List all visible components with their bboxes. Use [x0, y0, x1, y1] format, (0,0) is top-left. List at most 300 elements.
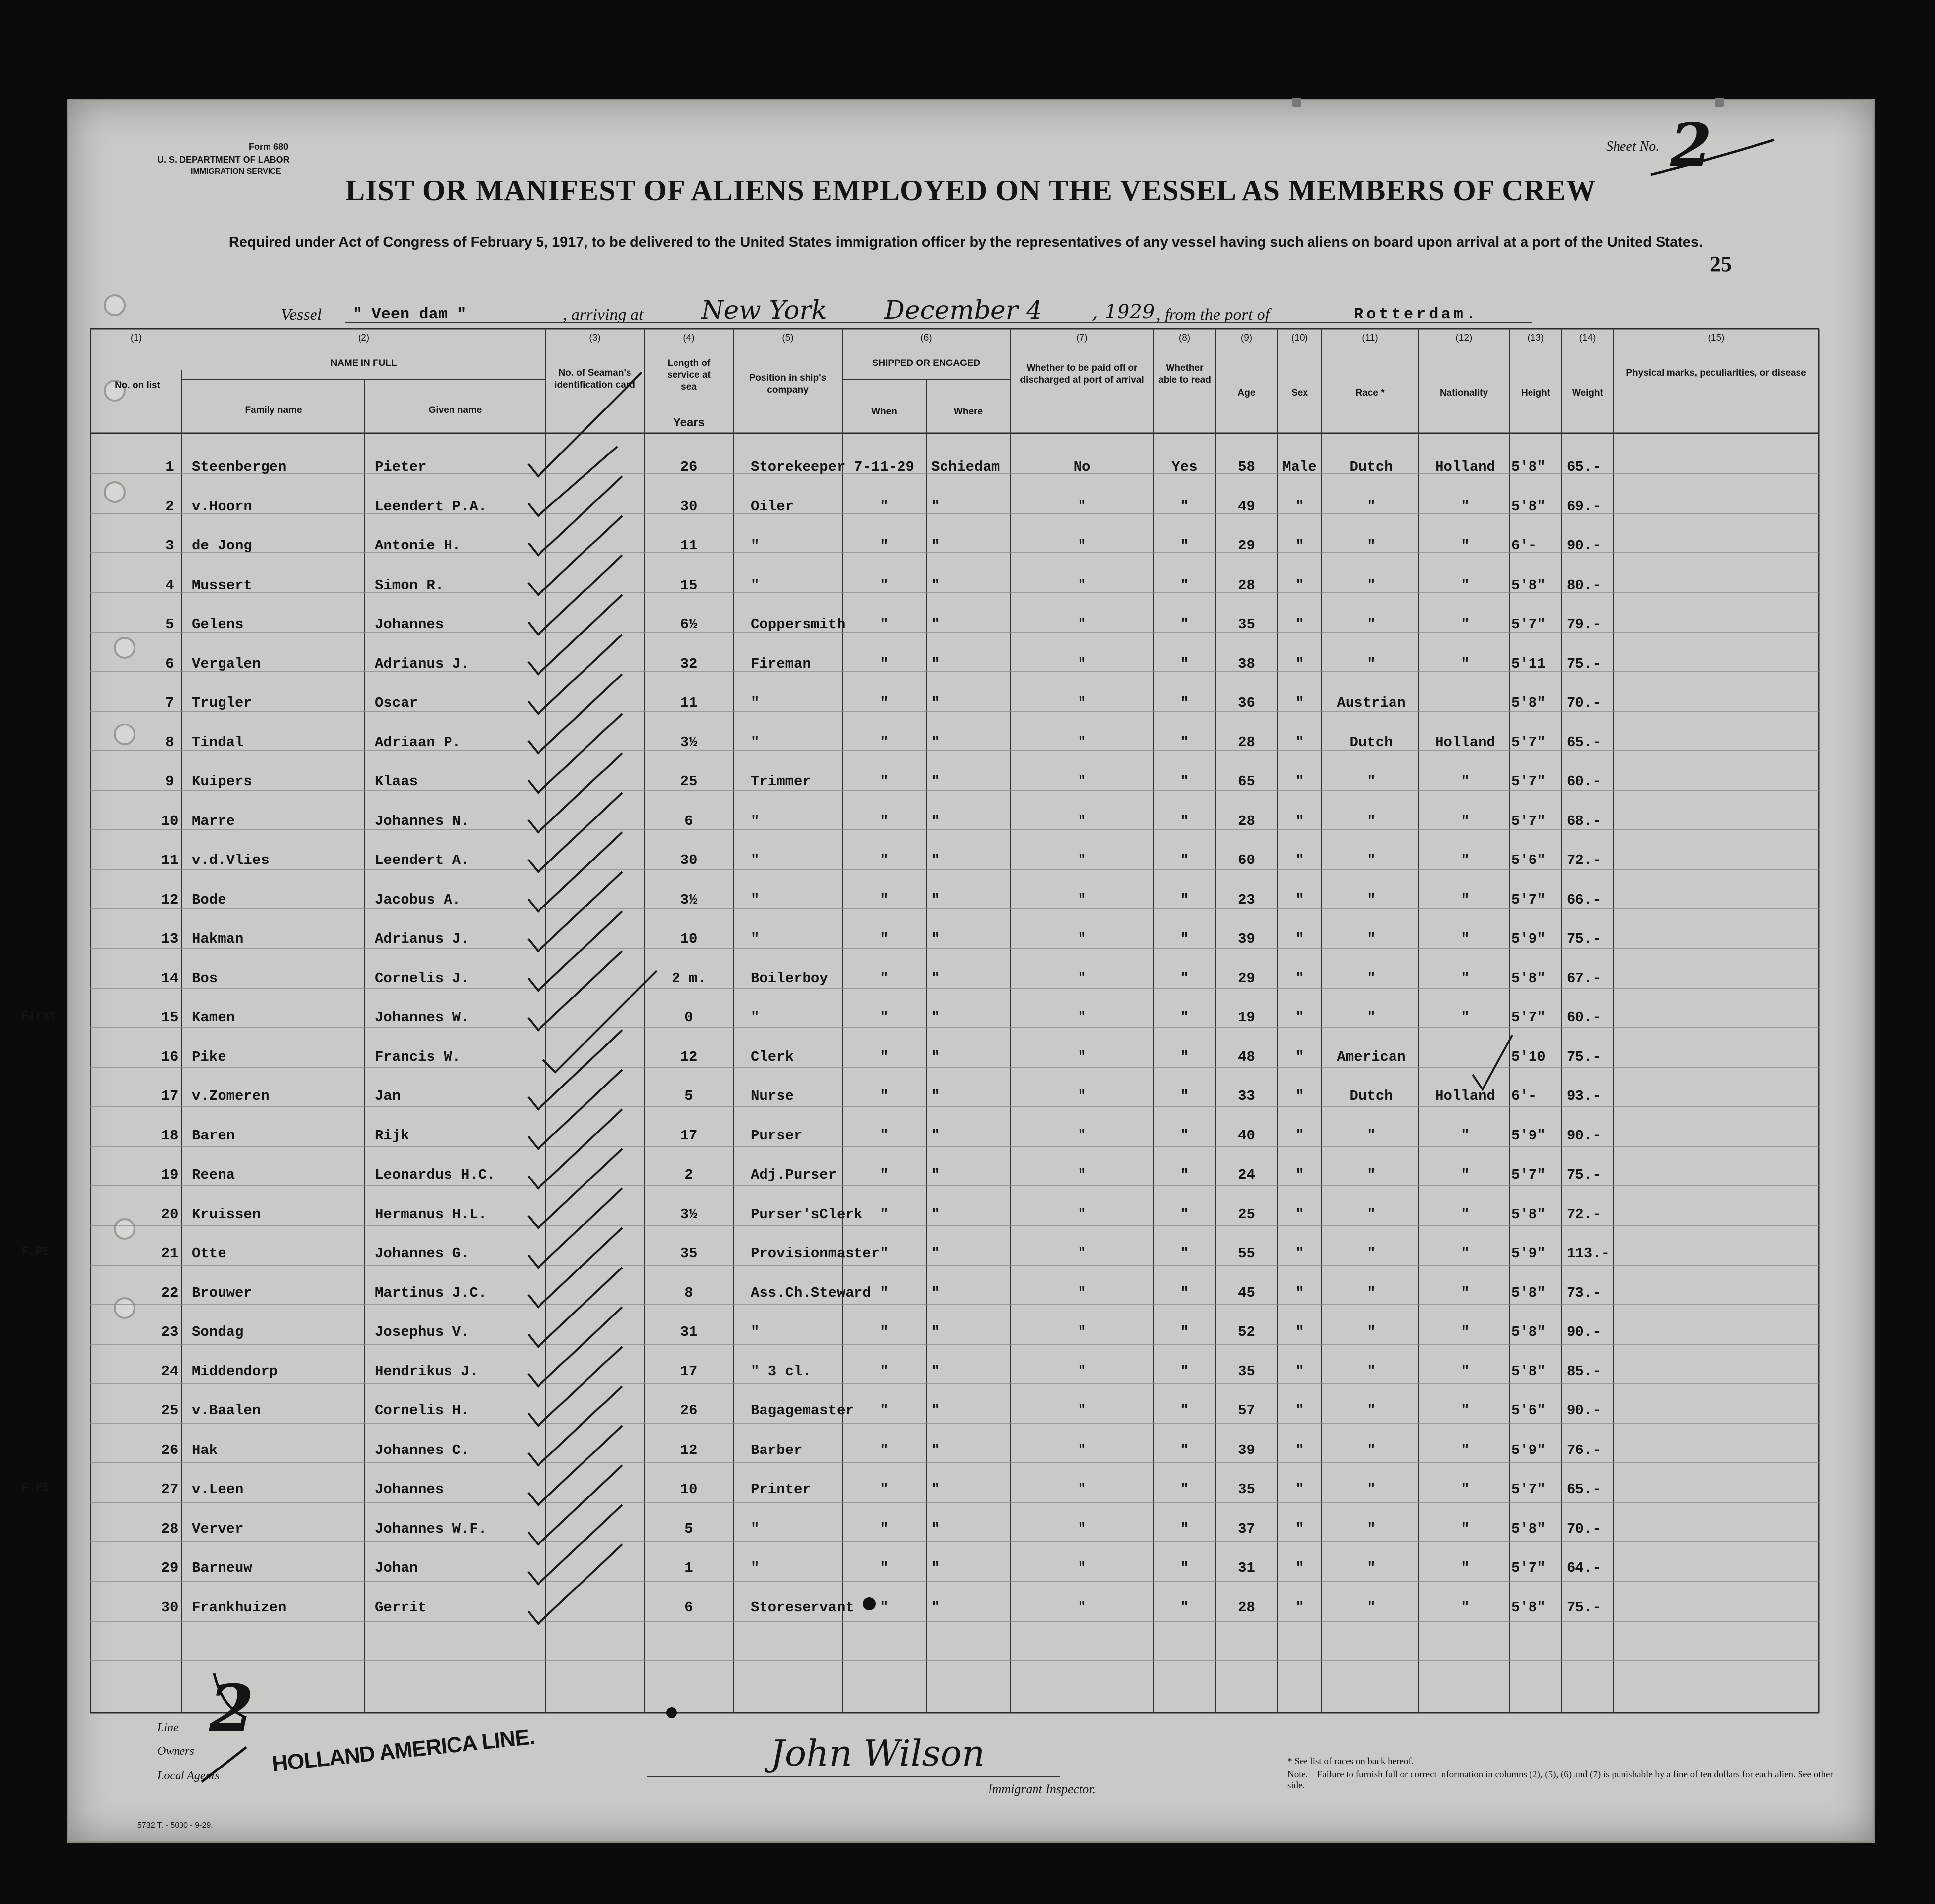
sex: " — [1295, 1048, 1304, 1065]
length-of-service: 3½ — [680, 891, 698, 908]
sex: " — [1295, 734, 1304, 751]
height: 5'7" — [1511, 734, 1546, 751]
shipped-place: " — [931, 1009, 940, 1026]
sex: " — [1295, 1403, 1304, 1419]
given-name: Simon R. — [375, 577, 444, 593]
nationality: Holland — [1435, 734, 1495, 751]
check-marks — [528, 372, 1512, 1624]
length-of-service: 6½ — [680, 616, 698, 633]
height: 5'7" — [1511, 616, 1546, 633]
height: 5'7" — [1511, 1167, 1546, 1183]
able-to-read: " — [1180, 1560, 1189, 1576]
shipped-place: " — [931, 1324, 940, 1340]
length-of-service: 6 — [684, 1599, 693, 1616]
position: Storeservant — [751, 1599, 854, 1616]
able-to-read: " — [1180, 655, 1189, 672]
header-family-name: Family name — [245, 405, 302, 415]
paid-off: " — [1078, 1206, 1086, 1223]
length-of-service: 3½ — [680, 1206, 698, 1223]
height: 5'7" — [1511, 813, 1546, 829]
age: 60 — [1238, 852, 1255, 868]
shipped-place: Schiedam — [931, 459, 1000, 475]
arriving-label: , arriving at — [563, 306, 644, 324]
paid-off: " — [1078, 1520, 1086, 1537]
nationality: " — [1461, 1560, 1470, 1576]
header-position: Position in ship's company — [749, 373, 827, 395]
weight: 65.- — [1567, 459, 1601, 475]
length-of-service: 10 — [680, 1481, 698, 1497]
age: 31 — [1238, 1560, 1255, 1576]
paid-off: " — [1078, 1167, 1086, 1183]
paid-off: " — [1078, 1048, 1086, 1065]
age: 40 — [1238, 1127, 1255, 1144]
length-of-service: 8 — [684, 1284, 693, 1301]
height: 5'8" — [1511, 1284, 1546, 1301]
form-number: Form 680 — [249, 142, 289, 152]
age: 35 — [1238, 1363, 1255, 1380]
weight: 113.- — [1567, 1245, 1610, 1262]
nationality: " — [1461, 616, 1470, 633]
height: 5'7" — [1511, 1009, 1546, 1026]
margin-note: F.PE — [21, 1481, 50, 1495]
penalty-note: Note.—Failure to furnish full or correct information in columns (2), (5), (6) and (7) is punishable by a fine of ten dollars for each alien. See other side. — [1287, 1769, 1833, 1791]
page-stamp-number: 25 — [1710, 252, 1732, 276]
header-given-name: Given name — [428, 405, 482, 415]
age: 23 — [1238, 891, 1255, 908]
family-name: Kuipers — [192, 773, 252, 790]
weight: 75.- — [1567, 655, 1601, 672]
given-name: Johannes W. — [375, 1009, 470, 1026]
position: Clerk — [751, 1048, 794, 1065]
position: Oiler — [751, 498, 794, 515]
weight: 80.- — [1567, 577, 1601, 593]
shipped-date: " — [880, 1206, 889, 1223]
sex: " — [1295, 1363, 1304, 1380]
race: " — [1367, 1009, 1376, 1026]
sex: " — [1295, 1520, 1304, 1537]
family-name: Vergalen — [192, 655, 261, 672]
inspector-signature: John Wilson — [770, 1732, 985, 1774]
age: 58 — [1238, 459, 1255, 475]
header-age: Age — [1237, 388, 1256, 398]
length-of-service: 17 — [680, 1363, 698, 1380]
family-name: Brouwer — [192, 1284, 252, 1301]
able-to-read: " — [1180, 734, 1189, 751]
paid-off: " — [1078, 1363, 1086, 1380]
able-to-read: " — [1180, 1403, 1189, 1419]
shipped-date: " — [880, 970, 889, 987]
age: 57 — [1238, 1403, 1255, 1419]
height: 5'9" — [1511, 931, 1546, 947]
column-number: (13) — [1527, 333, 1544, 343]
shipped-date: " — [880, 1167, 889, 1183]
length-of-service: 0 — [684, 1009, 693, 1026]
paid-off: " — [1078, 498, 1086, 515]
shipped-date: " — [880, 1284, 889, 1301]
length-of-service: 3½ — [680, 734, 698, 751]
list-number: 7 — [165, 695, 174, 711]
list-number: 6 — [165, 655, 174, 672]
position: Adj.Purser — [751, 1167, 837, 1183]
list-number: 10 — [161, 813, 179, 829]
nationality: " — [1461, 1481, 1470, 1497]
shipped-date: " — [880, 498, 889, 515]
header-physical-marks: Physical marks, peculiarities, or disease — [1626, 368, 1806, 378]
shipped-date: " — [880, 1481, 889, 1497]
list-number: 3 — [165, 538, 174, 554]
nationality: Holland — [1435, 459, 1495, 475]
column-number: (6) — [920, 333, 932, 343]
list-number: 23 — [161, 1324, 179, 1340]
nationality: " — [1461, 655, 1470, 672]
length-of-service: 17 — [680, 1127, 698, 1144]
length-of-service: 15 — [680, 577, 698, 593]
position: " — [751, 577, 760, 593]
length-of-service: 5 — [684, 1088, 693, 1104]
weight: 75.- — [1567, 1599, 1601, 1616]
list-number: 18 — [161, 1127, 179, 1144]
family-name: Kruissen — [192, 1206, 261, 1223]
shipped-date: " — [880, 773, 889, 790]
height: 6'- — [1511, 1088, 1537, 1104]
height: 5'8" — [1511, 577, 1546, 593]
race: " — [1367, 1363, 1376, 1380]
able-to-read: " — [1180, 1442, 1189, 1458]
vessel-name: " Veen dam " — [353, 305, 467, 323]
race: " — [1367, 1324, 1376, 1340]
paid-off: " — [1078, 1284, 1086, 1301]
sex: " — [1295, 538, 1304, 554]
family-name: Bos — [192, 970, 218, 987]
shipped-date: " — [880, 655, 889, 672]
paid-off: " — [1078, 538, 1086, 554]
nationality: " — [1461, 1442, 1470, 1458]
header-list-number: No. on list — [115, 380, 160, 391]
weight: 70.- — [1567, 1520, 1601, 1537]
column-number: (4) — [683, 333, 695, 343]
nationality: " — [1461, 852, 1470, 868]
paid-off: " — [1078, 616, 1086, 633]
length-of-service: 12 — [680, 1442, 698, 1458]
shipped-date: " — [880, 891, 889, 908]
paid-off: " — [1078, 1127, 1086, 1144]
position: Coppersmith — [751, 616, 846, 633]
shipped-date: " — [880, 852, 889, 868]
list-number: 21 — [161, 1245, 179, 1262]
able-to-read: " — [1180, 1520, 1189, 1537]
weight: 85.- — [1567, 1363, 1601, 1380]
shipped-place: " — [931, 655, 940, 672]
column-number: (12) — [1455, 333, 1473, 343]
position: " — [751, 1560, 760, 1576]
shipped-place: " — [931, 1363, 940, 1380]
height: 6'- — [1511, 538, 1537, 554]
shipped-date: " — [880, 1127, 889, 1144]
arrival-port: New York — [701, 296, 827, 325]
paid-off: " — [1078, 1560, 1086, 1576]
sex: " — [1295, 577, 1304, 593]
list-number: 17 — [161, 1088, 179, 1104]
given-name: Cornelis H. — [375, 1403, 470, 1419]
owners-label: Owners — [157, 1745, 194, 1758]
paid-off: " — [1078, 970, 1086, 987]
race: Dutch — [1350, 734, 1393, 751]
given-name: Hendrikus J. — [375, 1363, 478, 1380]
race: Dutch — [1350, 1088, 1393, 1104]
able-to-read: " — [1180, 616, 1189, 633]
age: 24 — [1238, 1167, 1255, 1183]
position: Purser — [751, 1127, 803, 1144]
weight: 66.- — [1567, 891, 1601, 908]
height: 5'7" — [1511, 891, 1546, 908]
column-number: (5) — [782, 333, 794, 343]
position: " — [751, 931, 760, 947]
manifest-sheet — [21, 99, 1875, 1843]
list-number: 11 — [161, 852, 179, 868]
length-of-service: 6 — [684, 813, 693, 829]
position: " — [751, 538, 760, 554]
age: 45 — [1238, 1284, 1255, 1301]
weight: 72.- — [1567, 1206, 1601, 1223]
shipped-date: " — [880, 538, 889, 554]
position: " — [751, 813, 760, 829]
weight: 60.- — [1567, 773, 1601, 790]
able-to-read: " — [1180, 1363, 1189, 1380]
length-of-service: 26 — [680, 1403, 698, 1419]
length-of-service: 1 — [684, 1560, 693, 1576]
shipped-place: " — [931, 498, 940, 515]
list-number: 9 — [165, 773, 174, 790]
shipped-date: " — [880, 1442, 889, 1458]
family-name: Frankhuizen — [192, 1599, 287, 1616]
list-number: 28 — [161, 1520, 179, 1537]
family-name: Hakman — [192, 931, 244, 947]
family-name: Hak — [192, 1442, 218, 1458]
column-number: (3) — [589, 333, 601, 343]
weight: 90.- — [1567, 538, 1601, 554]
position: " — [751, 1520, 760, 1537]
given-name: Jacobus A. — [375, 891, 461, 908]
given-name: Rijk — [375, 1127, 409, 1144]
given-name: Cornelis J. — [375, 970, 470, 987]
sex: " — [1295, 1167, 1304, 1183]
given-name: Francis W. — [375, 1048, 461, 1065]
sex: " — [1295, 1245, 1304, 1262]
position: " — [751, 852, 760, 868]
shipped-place: " — [931, 538, 940, 554]
shipped-place: " — [931, 616, 940, 633]
able-to-read: " — [1180, 1481, 1189, 1497]
family-name: Barneuw — [192, 1560, 252, 1576]
able-to-read: " — [1180, 1599, 1189, 1616]
family-name: Tindal — [192, 734, 244, 751]
shipped-date: " — [880, 734, 889, 751]
given-name: Adrianus J. — [375, 931, 470, 947]
weight: 75.- — [1567, 1167, 1601, 1183]
sex: " — [1295, 1481, 1304, 1497]
age: 65 — [1238, 773, 1255, 790]
weight: 76.- — [1567, 1442, 1601, 1458]
nationality: " — [1461, 813, 1470, 829]
list-number: 25 — [161, 1403, 179, 1419]
shipped-date: " — [880, 695, 889, 711]
length-of-service: 30 — [680, 498, 698, 515]
column-number: (1) — [130, 333, 142, 343]
inspector-label: Immigrant Inspector. — [988, 1782, 1096, 1796]
paid-off: " — [1078, 577, 1086, 593]
race: American — [1337, 1048, 1406, 1065]
list-number: 26 — [161, 1442, 179, 1458]
length-of-service: 25 — [680, 773, 698, 790]
header-able-to-read: Whether able to read — [1158, 363, 1211, 385]
list-number: 20 — [161, 1206, 179, 1223]
nationality: " — [1461, 1127, 1470, 1144]
able-to-read: " — [1180, 1088, 1189, 1104]
given-name: Leendert P.A. — [375, 498, 487, 515]
age: 29 — [1238, 538, 1255, 554]
position: " — [751, 695, 760, 711]
position: " — [751, 734, 760, 751]
list-number: 24 — [161, 1363, 179, 1380]
header-years: Years — [673, 416, 705, 429]
given-name: Johannes N. — [375, 813, 470, 829]
race: " — [1367, 616, 1376, 633]
department-name: U. S. DEPARTMENT OF LABOR — [157, 155, 290, 165]
able-to-read: " — [1180, 773, 1189, 790]
nationality: " — [1461, 1245, 1470, 1262]
shipped-place: " — [931, 1167, 940, 1183]
able-to-read: " — [1180, 852, 1189, 868]
from-port-label: , from the port of — [1156, 306, 1270, 324]
sex: " — [1295, 1088, 1304, 1104]
shipped-date: " — [880, 813, 889, 829]
nationality: " — [1461, 1363, 1470, 1380]
able-to-read: " — [1180, 1127, 1189, 1144]
shipped-date: " — [880, 1403, 889, 1419]
list-number: 5 — [165, 616, 174, 633]
race: Austrian — [1337, 695, 1406, 711]
print-code: 5732 T. - 5000 - 9-29. — [137, 1821, 213, 1830]
header-paid-off: Whether to be paid off or discharged at port of arrival — [1020, 363, 1144, 385]
height: 5'10 — [1511, 1048, 1546, 1065]
weight: 75.- — [1567, 931, 1601, 947]
sex: " — [1295, 1560, 1304, 1576]
nationality: " — [1461, 1206, 1470, 1223]
paid-off: " — [1078, 1599, 1086, 1616]
shipped-place: " — [931, 891, 940, 908]
height: 5'8" — [1511, 498, 1546, 515]
sex: " — [1295, 1442, 1304, 1458]
paid-off: " — [1078, 891, 1086, 908]
position: " — [751, 1324, 760, 1340]
weight: 68.- — [1567, 813, 1601, 829]
nationality: " — [1461, 498, 1470, 515]
column-number: (15) — [1708, 333, 1725, 343]
column-number: (8) — [1178, 333, 1191, 343]
age: 28 — [1238, 1599, 1255, 1616]
given-name: Adrianus J. — [375, 655, 470, 672]
shipped-date: " — [880, 931, 889, 947]
column-number: (14) — [1579, 333, 1596, 343]
position: Provisionmaster — [751, 1245, 880, 1262]
header-length-of-service: Length of service at sea — [667, 358, 711, 392]
list-number: 22 — [161, 1284, 179, 1301]
age: 29 — [1238, 970, 1255, 987]
sex: " — [1295, 1284, 1304, 1301]
age: 52 — [1238, 1324, 1255, 1340]
header-height: Height — [1521, 388, 1551, 398]
race: " — [1367, 1127, 1376, 1144]
able-to-read: " — [1180, 695, 1189, 711]
paid-off: " — [1078, 1442, 1086, 1458]
position: Ass.Ch.Steward — [751, 1284, 871, 1301]
arrival-date: December 4 — [884, 296, 1043, 325]
column-number: (2) — [358, 333, 370, 343]
shipped-date: " — [880, 1520, 889, 1537]
given-name: Adriaan P. — [375, 734, 461, 751]
sex: " — [1295, 970, 1304, 987]
list-number: 27 — [161, 1481, 179, 1497]
shipped-date: " — [880, 1009, 889, 1026]
weight: 93.- — [1567, 1088, 1601, 1104]
race: " — [1367, 498, 1376, 515]
position: Printer — [751, 1481, 811, 1497]
length-of-service: 2 — [684, 1167, 693, 1183]
weight: 69.- — [1567, 498, 1601, 515]
age: 38 — [1238, 655, 1255, 672]
weight: 79.- — [1567, 616, 1601, 633]
age: 28 — [1238, 734, 1255, 751]
height: 5'8" — [1511, 459, 1546, 475]
length-of-service: 10 — [680, 931, 698, 947]
family-name: de Jong — [192, 538, 252, 554]
column-number: (7) — [1076, 333, 1088, 343]
nationality: " — [1461, 931, 1470, 947]
list-number: 16 — [161, 1048, 179, 1065]
height: 5'7" — [1511, 773, 1546, 790]
sex: " — [1295, 498, 1304, 515]
shipped-place: " — [931, 577, 940, 593]
list-number: 8 — [165, 734, 174, 751]
able-to-read: Yes — [1171, 459, 1198, 475]
paid-off: " — [1078, 734, 1086, 751]
sex: " — [1295, 891, 1304, 908]
column-number: (10) — [1291, 333, 1308, 343]
shipped-place: " — [931, 1442, 940, 1458]
height: 5'9" — [1511, 1245, 1546, 1262]
shipped-date: " — [880, 1088, 889, 1104]
given-name: Gerrit — [375, 1599, 427, 1616]
age: 39 — [1238, 931, 1255, 947]
column-number: (11) — [1362, 333, 1378, 343]
age: 28 — [1238, 813, 1255, 829]
height: 5'8" — [1511, 695, 1546, 711]
height: 5'8" — [1511, 970, 1546, 987]
weight: 60.- — [1567, 1009, 1601, 1026]
nationality: " — [1461, 577, 1470, 593]
margin-note: First — [21, 1009, 57, 1023]
family-name: Verver — [192, 1520, 244, 1537]
paid-off: " — [1078, 931, 1086, 947]
sex: " — [1295, 1324, 1304, 1340]
margin-note: F.PE — [21, 1245, 50, 1259]
header-race: Race * — [1355, 388, 1385, 398]
sex: " — [1295, 655, 1304, 672]
shipped-place: " — [931, 1088, 940, 1104]
able-to-read: " — [1180, 538, 1189, 554]
shipped-place: " — [931, 734, 940, 751]
position: Barber — [751, 1442, 803, 1458]
